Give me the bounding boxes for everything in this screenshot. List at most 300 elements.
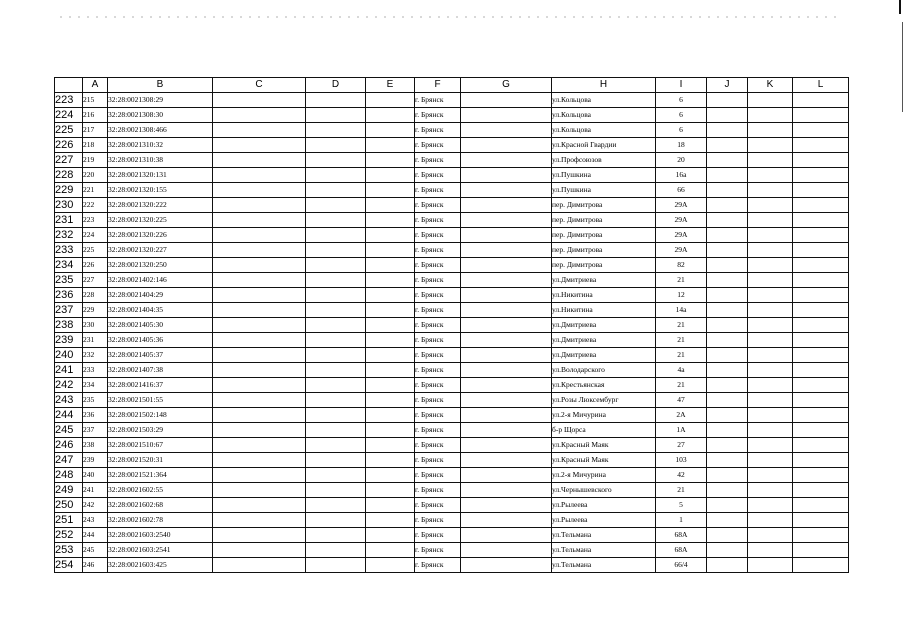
cell-k[interactable]: [748, 528, 793, 543]
cell-e[interactable]: [366, 198, 415, 213]
cell-e[interactable]: [366, 288, 415, 303]
cell-b[interactable]: 32:28:0021502:148: [108, 408, 213, 423]
cell-i[interactable]: 47: [656, 393, 707, 408]
cell-d[interactable]: [306, 348, 366, 363]
column-header-k[interactable]: K: [748, 78, 793, 93]
cell-i[interactable]: 21: [656, 318, 707, 333]
cell-b[interactable]: 32:28:0021320:131: [108, 168, 213, 183]
cell-k[interactable]: [748, 93, 793, 108]
cell-b[interactable]: 32:28:0021521:364: [108, 468, 213, 483]
cell-b[interactable]: 32:28:0021320:155: [108, 183, 213, 198]
cell-a[interactable]: 233: [83, 363, 108, 378]
cell-j[interactable]: [707, 318, 748, 333]
cell-j[interactable]: [707, 423, 748, 438]
cell-a[interactable]: 240: [83, 468, 108, 483]
row-number[interactable]: 224: [55, 108, 83, 123]
cell-h[interactable]: ул.Пушкина: [552, 168, 656, 183]
cell-j[interactable]: [707, 333, 748, 348]
cell-j[interactable]: [707, 198, 748, 213]
cell-h[interactable]: ул.Дмитриева: [552, 333, 656, 348]
cell-l[interactable]: [793, 183, 849, 198]
cell-k[interactable]: [748, 468, 793, 483]
cell-k[interactable]: [748, 108, 793, 123]
cell-c[interactable]: [213, 438, 306, 453]
cell-j[interactable]: [707, 348, 748, 363]
cell-c[interactable]: [213, 468, 306, 483]
cell-g[interactable]: [461, 423, 552, 438]
cell-b[interactable]: 32:28:0021320:225: [108, 213, 213, 228]
cell-c[interactable]: [213, 333, 306, 348]
column-header-g[interactable]: G: [461, 78, 552, 93]
cell-i[interactable]: 20: [656, 153, 707, 168]
cell-h[interactable]: пер. Димитрова: [552, 228, 656, 243]
cell-k[interactable]: [748, 273, 793, 288]
cell-h[interactable]: ул.Красный Маяк: [552, 438, 656, 453]
cell-c[interactable]: [213, 243, 306, 258]
cell-c[interactable]: [213, 273, 306, 288]
row-number[interactable]: 231: [55, 213, 83, 228]
cell-i[interactable]: 1А: [656, 423, 707, 438]
cell-b[interactable]: 32:28:0021603:2540: [108, 528, 213, 543]
cell-f[interactable]: г. Брянск: [415, 378, 461, 393]
cell-h[interactable]: ул.Володарского: [552, 363, 656, 378]
cell-l[interactable]: [793, 198, 849, 213]
cell-f[interactable]: г. Брянск: [415, 408, 461, 423]
cell-l[interactable]: [793, 558, 849, 573]
cell-d[interactable]: [306, 183, 366, 198]
cell-g[interactable]: [461, 453, 552, 468]
row-number[interactable]: 250: [55, 498, 83, 513]
cell-d[interactable]: [306, 453, 366, 468]
cell-k[interactable]: [748, 543, 793, 558]
cell-a[interactable]: 215: [83, 93, 108, 108]
cell-j[interactable]: [707, 513, 748, 528]
cell-e[interactable]: [366, 423, 415, 438]
cell-e[interactable]: [366, 258, 415, 273]
cell-j[interactable]: [707, 228, 748, 243]
row-number[interactable]: 242: [55, 378, 83, 393]
row-number[interactable]: 228: [55, 168, 83, 183]
cell-d[interactable]: [306, 558, 366, 573]
column-header-d[interactable]: D: [306, 78, 366, 93]
cell-j[interactable]: [707, 528, 748, 543]
cell-a[interactable]: 238: [83, 438, 108, 453]
cell-j[interactable]: [707, 468, 748, 483]
cell-l[interactable]: [793, 408, 849, 423]
cell-g[interactable]: [461, 228, 552, 243]
cell-a[interactable]: 220: [83, 168, 108, 183]
cell-k[interactable]: [748, 513, 793, 528]
cell-l[interactable]: [793, 243, 849, 258]
cell-h[interactable]: ул.Никитина: [552, 288, 656, 303]
row-number[interactable]: 239: [55, 333, 83, 348]
cell-b[interactable]: 32:28:0021405:37: [108, 348, 213, 363]
cell-e[interactable]: [366, 243, 415, 258]
cell-i[interactable]: 6: [656, 93, 707, 108]
cell-d[interactable]: [306, 468, 366, 483]
cell-b[interactable]: 32:28:0021308:29: [108, 93, 213, 108]
cell-a[interactable]: 231: [83, 333, 108, 348]
cell-l[interactable]: [793, 498, 849, 513]
cell-c[interactable]: [213, 123, 306, 138]
cell-d[interactable]: [306, 438, 366, 453]
cell-e[interactable]: [366, 333, 415, 348]
cell-h[interactable]: ул.Рылеева: [552, 498, 656, 513]
cell-l[interactable]: [793, 288, 849, 303]
cell-c[interactable]: [213, 93, 306, 108]
column-header-b[interactable]: B: [108, 78, 213, 93]
cell-e[interactable]: [366, 318, 415, 333]
cell-g[interactable]: [461, 243, 552, 258]
cell-h[interactable]: ул.Красный Маяк: [552, 453, 656, 468]
cell-f[interactable]: г. Брянск: [415, 213, 461, 228]
cell-e[interactable]: [366, 483, 415, 498]
cell-d[interactable]: [306, 198, 366, 213]
cell-c[interactable]: [213, 513, 306, 528]
cell-e[interactable]: [366, 153, 415, 168]
cell-d[interactable]: [306, 528, 366, 543]
cell-f[interactable]: г. Брянск: [415, 243, 461, 258]
cell-b[interactable]: 32:28:0021320:227: [108, 243, 213, 258]
cell-i[interactable]: 5: [656, 498, 707, 513]
cell-l[interactable]: [793, 168, 849, 183]
row-number[interactable]: 247: [55, 453, 83, 468]
cell-f[interactable]: г. Брянск: [415, 348, 461, 363]
cell-a[interactable]: 232: [83, 348, 108, 363]
cell-a[interactable]: 222: [83, 198, 108, 213]
cell-c[interactable]: [213, 558, 306, 573]
cell-g[interactable]: [461, 348, 552, 363]
cell-c[interactable]: [213, 168, 306, 183]
cell-d[interactable]: [306, 168, 366, 183]
cell-e[interactable]: [366, 168, 415, 183]
cell-k[interactable]: [748, 363, 793, 378]
cell-h[interactable]: ул.Розы Люксембург: [552, 393, 656, 408]
cell-b[interactable]: 32:28:0021603:2541: [108, 543, 213, 558]
cell-j[interactable]: [707, 408, 748, 423]
cell-d[interactable]: [306, 138, 366, 153]
row-number[interactable]: 235: [55, 273, 83, 288]
cell-b[interactable]: 32:28:0021510:67: [108, 438, 213, 453]
cell-l[interactable]: [793, 438, 849, 453]
cell-i[interactable]: 66/4: [656, 558, 707, 573]
cell-a[interactable]: 239: [83, 453, 108, 468]
cell-l[interactable]: [793, 318, 849, 333]
cell-k[interactable]: [748, 288, 793, 303]
cell-g[interactable]: [461, 93, 552, 108]
cell-j[interactable]: [707, 498, 748, 513]
cell-g[interactable]: [461, 438, 552, 453]
row-number[interactable]: 253: [55, 543, 83, 558]
cell-j[interactable]: [707, 378, 748, 393]
cell-d[interactable]: [306, 258, 366, 273]
cell-e[interactable]: [366, 93, 415, 108]
cell-d[interactable]: [306, 498, 366, 513]
cell-b[interactable]: 32:28:0021416:37: [108, 378, 213, 393]
cell-l[interactable]: [793, 93, 849, 108]
cell-i[interactable]: 29А: [656, 198, 707, 213]
cell-g[interactable]: [461, 543, 552, 558]
cell-d[interactable]: [306, 213, 366, 228]
cell-h[interactable]: ул.Профсоюзов: [552, 153, 656, 168]
cell-l[interactable]: [793, 363, 849, 378]
cell-f[interactable]: г. Брянск: [415, 183, 461, 198]
cell-i[interactable]: 1: [656, 513, 707, 528]
column-header-h[interactable]: H: [552, 78, 656, 93]
cell-e[interactable]: [366, 498, 415, 513]
cell-d[interactable]: [306, 123, 366, 138]
cell-h[interactable]: ул.Тельмана: [552, 528, 656, 543]
cell-j[interactable]: [707, 108, 748, 123]
cell-f[interactable]: г. Брянск: [415, 453, 461, 468]
cell-b[interactable]: 32:28:0021602:78: [108, 513, 213, 528]
cell-a[interactable]: 244: [83, 528, 108, 543]
cell-e[interactable]: [366, 123, 415, 138]
cell-c[interactable]: [213, 483, 306, 498]
cell-g[interactable]: [461, 363, 552, 378]
cell-d[interactable]: [306, 363, 366, 378]
cell-j[interactable]: [707, 543, 748, 558]
cell-b[interactable]: 32:28:0021407:38: [108, 363, 213, 378]
cell-h[interactable]: ул.Дмитриева: [552, 273, 656, 288]
cell-k[interactable]: [748, 303, 793, 318]
cell-l[interactable]: [793, 153, 849, 168]
cell-h[interactable]: ул.Рылеева: [552, 513, 656, 528]
cell-f[interactable]: г. Брянск: [415, 438, 461, 453]
cell-a[interactable]: 218: [83, 138, 108, 153]
cell-f[interactable]: г. Брянск: [415, 273, 461, 288]
cell-h[interactable]: б-р Щорса: [552, 423, 656, 438]
cell-k[interactable]: [748, 483, 793, 498]
cell-l[interactable]: [793, 423, 849, 438]
cell-f[interactable]: г. Брянск: [415, 198, 461, 213]
cell-k[interactable]: [748, 348, 793, 363]
cell-b[interactable]: 32:28:0021503:29: [108, 423, 213, 438]
cell-j[interactable]: [707, 453, 748, 468]
cell-j[interactable]: [707, 213, 748, 228]
cell-k[interactable]: [748, 168, 793, 183]
cell-a[interactable]: 241: [83, 483, 108, 498]
row-number[interactable]: 254: [55, 558, 83, 573]
cell-e[interactable]: [366, 558, 415, 573]
cell-k[interactable]: [748, 408, 793, 423]
cell-h[interactable]: ул.Никитина: [552, 303, 656, 318]
cell-j[interactable]: [707, 288, 748, 303]
row-number[interactable]: 241: [55, 363, 83, 378]
cell-k[interactable]: [748, 558, 793, 573]
cell-i[interactable]: 14а: [656, 303, 707, 318]
cell-h[interactable]: ул.Крестьянская: [552, 378, 656, 393]
cell-j[interactable]: [707, 153, 748, 168]
cell-e[interactable]: [366, 408, 415, 423]
cell-i[interactable]: 12: [656, 288, 707, 303]
cell-c[interactable]: [213, 318, 306, 333]
cell-k[interactable]: [748, 318, 793, 333]
cell-a[interactable]: 237: [83, 423, 108, 438]
cell-e[interactable]: [366, 183, 415, 198]
cell-b[interactable]: 32:28:0021310:32: [108, 138, 213, 153]
cell-h[interactable]: ул.Дмитриева: [552, 318, 656, 333]
cell-c[interactable]: [213, 498, 306, 513]
cell-e[interactable]: [366, 348, 415, 363]
cell-c[interactable]: [213, 528, 306, 543]
cell-h[interactable]: ул.Дмитриева: [552, 348, 656, 363]
cell-j[interactable]: [707, 483, 748, 498]
cell-i[interactable]: 103: [656, 453, 707, 468]
cell-l[interactable]: [793, 348, 849, 363]
cell-g[interactable]: [461, 183, 552, 198]
cell-j[interactable]: [707, 183, 748, 198]
cell-d[interactable]: [306, 408, 366, 423]
cell-c[interactable]: [213, 348, 306, 363]
cell-g[interactable]: [461, 168, 552, 183]
cell-b[interactable]: 32:28:0021308:466: [108, 123, 213, 138]
cell-d[interactable]: [306, 393, 366, 408]
cell-c[interactable]: [213, 258, 306, 273]
cell-a[interactable]: 224: [83, 228, 108, 243]
cell-g[interactable]: [461, 108, 552, 123]
cell-h[interactable]: пер. Димитрова: [552, 213, 656, 228]
cell-i[interactable]: 68А: [656, 543, 707, 558]
cell-g[interactable]: [461, 303, 552, 318]
column-header-a[interactable]: A: [83, 78, 108, 93]
cell-i[interactable]: 16а: [656, 168, 707, 183]
cell-f[interactable]: г. Брянск: [415, 288, 461, 303]
column-header-l[interactable]: L: [793, 78, 849, 93]
cell-a[interactable]: 225: [83, 243, 108, 258]
cell-h[interactable]: ул.Кольцова: [552, 123, 656, 138]
cell-i[interactable]: 21: [656, 273, 707, 288]
cell-d[interactable]: [306, 423, 366, 438]
cell-i[interactable]: 21: [656, 483, 707, 498]
cell-l[interactable]: [793, 528, 849, 543]
row-number[interactable]: 232: [55, 228, 83, 243]
cell-l[interactable]: [793, 333, 849, 348]
cell-g[interactable]: [461, 528, 552, 543]
cell-d[interactable]: [306, 303, 366, 318]
cell-l[interactable]: [793, 303, 849, 318]
row-number[interactable]: 248: [55, 468, 83, 483]
cell-l[interactable]: [793, 108, 849, 123]
cell-k[interactable]: [748, 438, 793, 453]
cell-i[interactable]: 68А: [656, 528, 707, 543]
cell-a[interactable]: 229: [83, 303, 108, 318]
cell-c[interactable]: [213, 153, 306, 168]
cell-i[interactable]: 4а: [656, 363, 707, 378]
cell-k[interactable]: [748, 138, 793, 153]
column-header-j[interactable]: J: [707, 78, 748, 93]
cell-h[interactable]: ул.Кольцова: [552, 108, 656, 123]
cell-a[interactable]: 230: [83, 318, 108, 333]
row-number[interactable]: 240: [55, 348, 83, 363]
row-number[interactable]: 233: [55, 243, 83, 258]
cell-h[interactable]: ул.Тельмана: [552, 543, 656, 558]
cell-e[interactable]: [366, 528, 415, 543]
cell-e[interactable]: [366, 543, 415, 558]
cell-f[interactable]: г. Брянск: [415, 228, 461, 243]
cell-h[interactable]: пер. Димитрова: [552, 243, 656, 258]
cell-l[interactable]: [793, 123, 849, 138]
cell-b[interactable]: 32:28:0021308:30: [108, 108, 213, 123]
cell-f[interactable]: г. Брянск: [415, 558, 461, 573]
cell-f[interactable]: г. Брянск: [415, 303, 461, 318]
cell-a[interactable]: 236: [83, 408, 108, 423]
cell-e[interactable]: [366, 393, 415, 408]
cell-h[interactable]: ул.Тельмана: [552, 558, 656, 573]
cell-k[interactable]: [748, 423, 793, 438]
cell-b[interactable]: 32:28:0021603:425: [108, 558, 213, 573]
cell-d[interactable]: [306, 153, 366, 168]
cell-e[interactable]: [366, 468, 415, 483]
cell-e[interactable]: [366, 228, 415, 243]
column-header-f[interactable]: F: [415, 78, 461, 93]
row-number[interactable]: 244: [55, 408, 83, 423]
cell-e[interactable]: [366, 108, 415, 123]
cell-k[interactable]: [748, 213, 793, 228]
cell-c[interactable]: [213, 393, 306, 408]
cell-d[interactable]: [306, 273, 366, 288]
cell-f[interactable]: г. Брянск: [415, 108, 461, 123]
column-header-e[interactable]: E: [366, 78, 415, 93]
cell-a[interactable]: 226: [83, 258, 108, 273]
cell-a[interactable]: 227: [83, 273, 108, 288]
cell-g[interactable]: [461, 498, 552, 513]
cell-j[interactable]: [707, 303, 748, 318]
cell-j[interactable]: [707, 438, 748, 453]
cell-g[interactable]: [461, 258, 552, 273]
cell-l[interactable]: [793, 378, 849, 393]
cell-h[interactable]: ул.Чернышевского: [552, 483, 656, 498]
cell-h[interactable]: пер. Димитрова: [552, 258, 656, 273]
row-number[interactable]: 243: [55, 393, 83, 408]
row-number[interactable]: 252: [55, 528, 83, 543]
cell-c[interactable]: [213, 453, 306, 468]
cell-d[interactable]: [306, 108, 366, 123]
cell-l[interactable]: [793, 138, 849, 153]
cell-g[interactable]: [461, 333, 552, 348]
cell-f[interactable]: г. Брянск: [415, 513, 461, 528]
cell-h[interactable]: ул.2-я Мичурина: [552, 408, 656, 423]
cell-g[interactable]: [461, 213, 552, 228]
cell-g[interactable]: [461, 273, 552, 288]
cell-k[interactable]: [748, 453, 793, 468]
cell-b[interactable]: 32:28:0021602:55: [108, 483, 213, 498]
cell-k[interactable]: [748, 393, 793, 408]
cell-f[interactable]: г. Брянск: [415, 168, 461, 183]
cell-i[interactable]: 21: [656, 333, 707, 348]
cell-g[interactable]: [461, 288, 552, 303]
cell-d[interactable]: [306, 243, 366, 258]
cell-k[interactable]: [748, 183, 793, 198]
cell-i[interactable]: 82: [656, 258, 707, 273]
cell-i[interactable]: 6: [656, 108, 707, 123]
cell-g[interactable]: [461, 318, 552, 333]
row-number[interactable]: 251: [55, 513, 83, 528]
cell-d[interactable]: [306, 378, 366, 393]
cell-c[interactable]: [213, 198, 306, 213]
cell-i[interactable]: 21: [656, 378, 707, 393]
column-header-c[interactable]: C: [213, 78, 306, 93]
cell-l[interactable]: [793, 393, 849, 408]
row-number[interactable]: 245: [55, 423, 83, 438]
cell-k[interactable]: [748, 498, 793, 513]
cell-b[interactable]: 32:28:0021404:35: [108, 303, 213, 318]
cell-c[interactable]: [213, 363, 306, 378]
cell-l[interactable]: [793, 513, 849, 528]
cell-a[interactable]: 217: [83, 123, 108, 138]
cell-a[interactable]: 245: [83, 543, 108, 558]
cell-c[interactable]: [213, 378, 306, 393]
